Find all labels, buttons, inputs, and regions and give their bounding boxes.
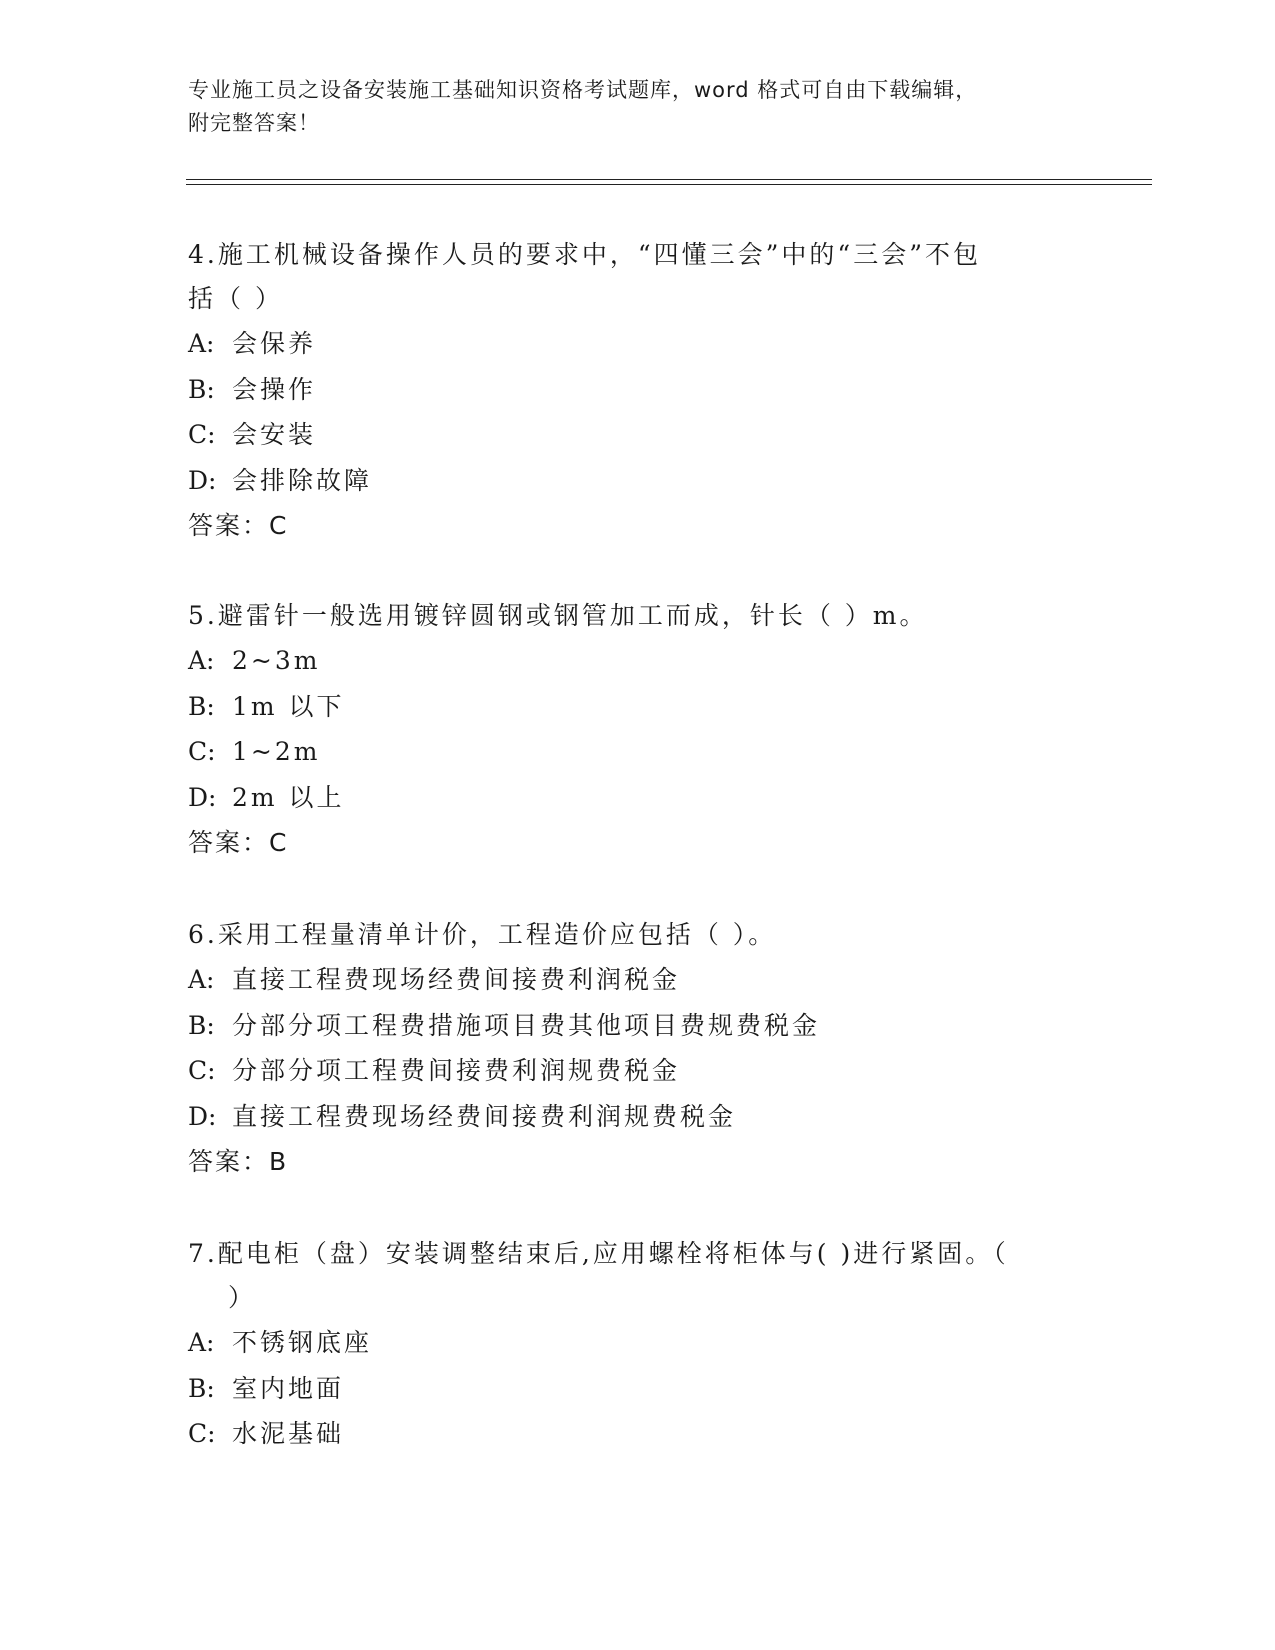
option-letter: C: bbox=[188, 420, 216, 449]
question-stem bbox=[188, 1232, 1068, 1320]
option-b bbox=[188, 1003, 1068, 1049]
option-a bbox=[188, 638, 1068, 684]
option-text: 直接工程费现场经费间接费利润规费税金 bbox=[232, 1101, 737, 1131]
option-c bbox=[188, 1048, 1068, 1094]
header-line-1: 专业施工员之设备安装施工基础知识资格考试题库，word 格式可自由下载编辑， bbox=[188, 78, 978, 102]
option-letter: D: bbox=[188, 782, 217, 812]
question-4 bbox=[188, 233, 1068, 549]
option-letter: C: bbox=[188, 737, 216, 766]
header-divider-bottom bbox=[186, 184, 1152, 185]
question-7 bbox=[188, 1232, 1068, 1457]
option-d bbox=[188, 458, 1068, 504]
option-text: 分部分项工程费措施项目费其他项目费规费税金 bbox=[232, 1010, 821, 1040]
option-letter: D: bbox=[188, 465, 217, 495]
option-d bbox=[188, 775, 1068, 821]
option-text: 1m 以下 bbox=[232, 691, 345, 721]
document-header bbox=[188, 74, 1088, 140]
answer-line: 答案：C bbox=[188, 828, 289, 857]
option-letter: B: bbox=[188, 1373, 215, 1403]
question-stem bbox=[188, 913, 1068, 957]
option-text: 1~2m bbox=[232, 737, 321, 766]
answer-line: 答案：B bbox=[188, 1147, 289, 1176]
question-stem-line-1: 5.避雷针一般选用镀锌圆钢或钢管加工而成，针长（ ）m。 bbox=[188, 601, 928, 630]
option-letter: A: bbox=[188, 1328, 215, 1357]
question-stem-line-2: 括（ ） bbox=[188, 284, 283, 313]
option-letter: B: bbox=[188, 1010, 215, 1040]
option-a bbox=[188, 321, 1068, 367]
option-text: 会安装 bbox=[232, 420, 317, 449]
question-stem-line-1: 7.配电柜（盘）安装调整结束后,应用螺栓将柜体与( )进行紧固。（ bbox=[188, 1239, 1009, 1268]
question-stem bbox=[188, 594, 1068, 638]
option-text: 水泥基础 bbox=[232, 1419, 345, 1448]
option-letter: C: bbox=[188, 1056, 216, 1085]
option-text: 会排除故障 bbox=[232, 465, 373, 495]
option-a bbox=[188, 1320, 1068, 1366]
option-d bbox=[188, 1094, 1068, 1140]
option-letter: A: bbox=[188, 965, 215, 994]
option-a bbox=[188, 957, 1068, 1003]
option-letter: C: bbox=[188, 1419, 216, 1448]
question-stem bbox=[188, 233, 1068, 321]
option-text: 不锈钢底座 bbox=[232, 1328, 373, 1357]
answer-line: 答案：C bbox=[188, 511, 289, 540]
question-stem-line-2: ） bbox=[228, 1283, 257, 1312]
option-text: 会操作 bbox=[232, 374, 317, 404]
question-5 bbox=[188, 594, 1068, 866]
option-b bbox=[188, 1366, 1068, 1412]
option-letter: B: bbox=[188, 374, 215, 404]
header-line-2: 附完整答案！ bbox=[188, 111, 320, 135]
option-text: 室内地面 bbox=[232, 1373, 345, 1403]
option-text: 会保养 bbox=[232, 329, 317, 358]
question-6 bbox=[188, 913, 1068, 1185]
option-letter: B: bbox=[188, 691, 215, 721]
option-letter: D: bbox=[188, 1101, 217, 1131]
option-b bbox=[188, 684, 1068, 730]
option-c bbox=[188, 1411, 1068, 1457]
option-c bbox=[188, 729, 1068, 775]
option-text: 分部分项工程费间接费利润规费税金 bbox=[232, 1056, 681, 1085]
option-c bbox=[188, 412, 1068, 458]
option-text: 直接工程费现场经费间接费利润税金 bbox=[232, 965, 681, 994]
question-stem-line-1: 4.施工机械设备操作人员的要求中，“四懂三会”中的“三会”不包 bbox=[188, 240, 981, 269]
option-b bbox=[188, 367, 1068, 413]
option-letter: A: bbox=[188, 646, 215, 675]
option-text: 2m 以上 bbox=[232, 782, 345, 812]
option-letter: A: bbox=[188, 329, 215, 358]
header-divider-top bbox=[186, 179, 1152, 180]
question-stem-line-1: 6.采用工程量清单计价，工程造价应包括（ ）。 bbox=[188, 920, 777, 949]
option-text: 2~3m bbox=[232, 646, 321, 675]
